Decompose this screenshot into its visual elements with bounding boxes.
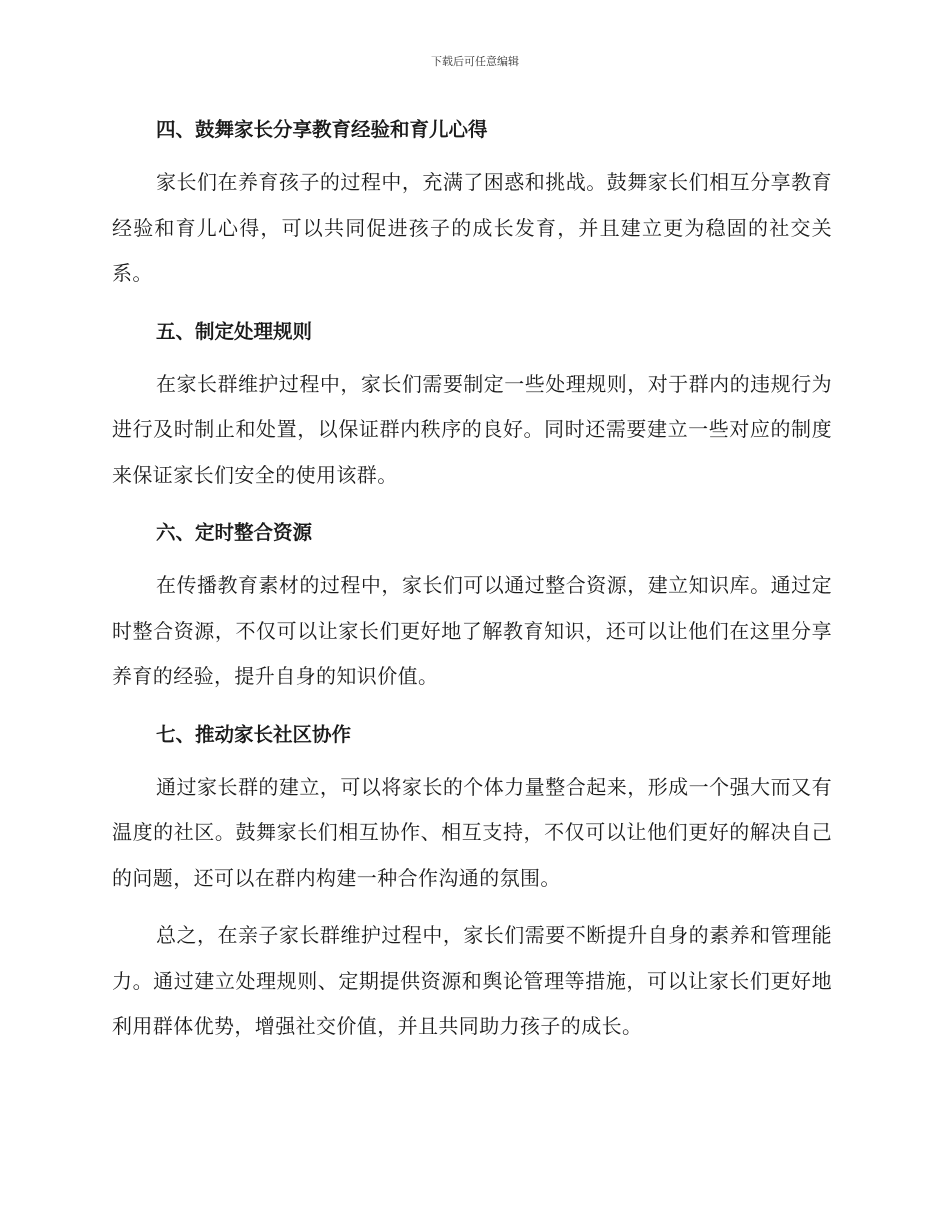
section-seven: [112, 712, 832, 902]
section-four: [112, 107, 832, 297]
section-heading: 四、鼓舞家长分享教育经验和育儿心得: [156, 118, 488, 141]
section-paragraph: 在传播教育素材的过程中，家长们可以通过整合资源，建立知识库。通过定时整合资源，不仅可以让家长们更好地了解教育知识，还可以让他们在这里分享养育的经验，提升自身的知识价值。: [112, 573, 832, 688]
section-paragraph: 通过家长群的建立，可以将家长的个体力量整合起来，形成一个强大而又有温度的社区。鼓舞家长们相互协作、相互支持，不仅可以让他们更好的解决自己的问题，还可以在群内构建一种合作沟通的氛围。: [112, 774, 832, 890]
conclusion-paragraph: 总之，在亲子家长群维护过程中，家长们需要不断提升自身的素养和管理能力。通过建立处理规则、定期提供资源和舆论管理等措施，可以让家长们更好地利用群体优势，增强社交价值，并且共同助力孩子的成长。: [112, 923, 832, 1038]
section-five: [112, 309, 832, 499]
section-heading: 七、推动家长社区协作: [156, 722, 352, 746]
document-body: [112, 107, 832, 1050]
section-six: [112, 510, 832, 700]
section-paragraph: 在家长群维护过程中，家长们需要制定一些处理规则，对于群内的违规行为进行及时制止和处置，以保证群内秩序的良好。同时还需要建立一些对应的制度来保证家长们安全的使用该群。: [112, 371, 832, 487]
section-paragraph: 家长们在养育孩子的过程中，充满了困惑和挑战。鼓舞家长们相互分享教育经验和育儿心得，可以共同促进孩子的成长发育，并且建立更为稳固的社交关系。: [112, 170, 832, 285]
page-header-note: 下载后可任意编辑: [431, 55, 519, 68]
section-heading: 五、制定处理规则: [156, 319, 313, 343]
section-heading: 六、定时整合资源: [156, 521, 313, 544]
